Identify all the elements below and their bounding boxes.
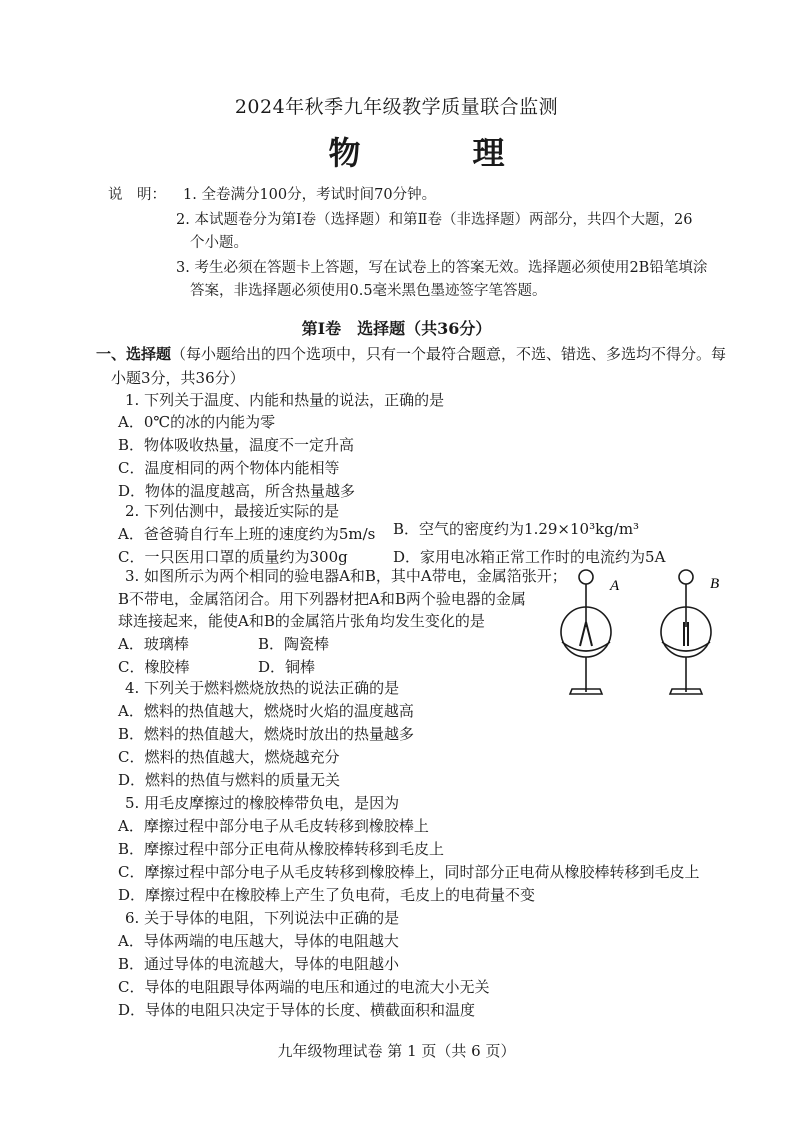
- page-footer: 九年级物理试卷 第 1 页（共 6 页）: [277, 1042, 516, 1060]
- subject-title: 物 理: [328, 134, 545, 172]
- question-option: D．铜棒: [258, 658, 316, 676]
- section-heading-cont: 小题3分，共36分）: [111, 369, 245, 387]
- instruction-item: 2. 本试题卷分为第Ⅰ卷（选择题）和第Ⅱ卷（非选择题）两部分，共四个大题，26: [176, 212, 693, 228]
- question-option: B．摩擦过程中部分正电荷从橡胶棒转移到毛皮上: [118, 840, 445, 858]
- instructions-label: 说 明：: [108, 187, 166, 203]
- question-stem: 1. 下列关于温度、内能和热量的说法，正确的是: [125, 391, 445, 409]
- question-option: B．通过导体的电流越大，导体的电阻越小: [118, 955, 400, 973]
- question-option: A．导体两端的电压越大，导体的电阻越大: [118, 932, 399, 950]
- electroscope-figure: [548, 562, 748, 702]
- question-option: D．燃料的热值与燃料的质量无关: [118, 771, 341, 789]
- question-option: A．爸爸骑自行车上班的速度约为5m/s: [118, 525, 376, 543]
- figure-label-a: A: [610, 578, 620, 594]
- instruction-item: 个小题。: [190, 235, 248, 251]
- question-stem: 4. 下列关于燃料燃烧放热的说法正确的是: [125, 679, 400, 697]
- question-stem: 3. 如图所示为两个相同的验电器A和B，其中A带电，金属箔张开；: [125, 567, 567, 585]
- question-option: C．橡胶棒: [118, 658, 190, 676]
- question-option: A．玻璃棒: [118, 635, 189, 653]
- question-option: C．导体的电阻跟导体两端的电压和通过的电流大小无关: [118, 978, 490, 996]
- question-option: D．导体的电阻只决定于导体的长度、横截面积和温度: [118, 1001, 476, 1019]
- instruction-item: 1. 全卷满分100分，考试时间70分钟。: [183, 187, 437, 203]
- question-option: C．一只医用口罩的质量约为300g: [118, 548, 348, 566]
- question-option: B．空气的密度约为1.29×10³kg/m³: [393, 520, 640, 538]
- question-stem: 2. 下列估测中，最接近实际的是: [125, 502, 340, 520]
- instruction-item: 答案，非选择题必须使用0.5毫米黑色墨迹签字笔答题。: [190, 283, 547, 299]
- section-title: 第Ⅰ卷 选择题（共36分）: [301, 319, 492, 338]
- exam-title: 2024年秋季九年级教学质量联合监测: [234, 96, 559, 118]
- instruction-item: 3. 考生必须在答题卡上答题，写在试卷上的答案无效。选择题必须使用2B铅笔填涂: [176, 260, 708, 276]
- section-heading-text: （每小题给出的四个选项中，只有一个最符合题意，不选、错选、多选均不得分。每: [171, 345, 727, 363]
- question-stem: 5. 用毛皮摩擦过的橡胶棒带负电，是因为: [125, 794, 400, 812]
- question-stem-cont: 球连接起来，能使A和B的金属箔片张角均发生变化的是: [118, 612, 485, 630]
- section-heading: [96, 347, 726, 362]
- question-option: B．陶瓷棒: [258, 635, 330, 653]
- question-stem: 6. 关于导体的电阻，下列说法中正确的是: [125, 909, 400, 927]
- question-option: C．温度相同的两个物体内能相等: [118, 459, 340, 477]
- question-option: A．摩擦过程中部分电子从毛皮转移到橡胶棒上: [118, 817, 429, 835]
- question-option: A．0℃的冰的内能为零: [118, 413, 276, 431]
- question-option: B．物体吸收热量，温度不一定升高: [118, 436, 355, 454]
- figure-label-b: B: [710, 576, 720, 592]
- question-stem-cont: B不带电，金属箔闭合。用下列器材把A和B两个验电器的金属: [118, 590, 526, 608]
- question-option: A．燃料的热值越大，燃烧时火焰的温度越高: [118, 702, 414, 720]
- question-option: B．燃料的热值越大，燃烧时放出的热量越多: [118, 725, 415, 743]
- question-option: D．家用电冰箱正常工作时的电流约为5A: [393, 548, 666, 566]
- question-option: C．燃料的热值越大，燃烧越充分: [118, 748, 340, 766]
- question-option: D．摩擦过程中在橡胶棒上产生了负电荷，毛皮上的电荷量不变: [118, 886, 536, 904]
- question-option: C．摩擦过程中部分电子从毛皮转移到橡胶棒上，同时部分正电荷从橡胶棒转移到毛皮上: [118, 863, 700, 881]
- question-option: D．物体的温度越高，所含热量越多: [118, 482, 356, 500]
- section-heading-label: 一、选择题: [96, 345, 172, 363]
